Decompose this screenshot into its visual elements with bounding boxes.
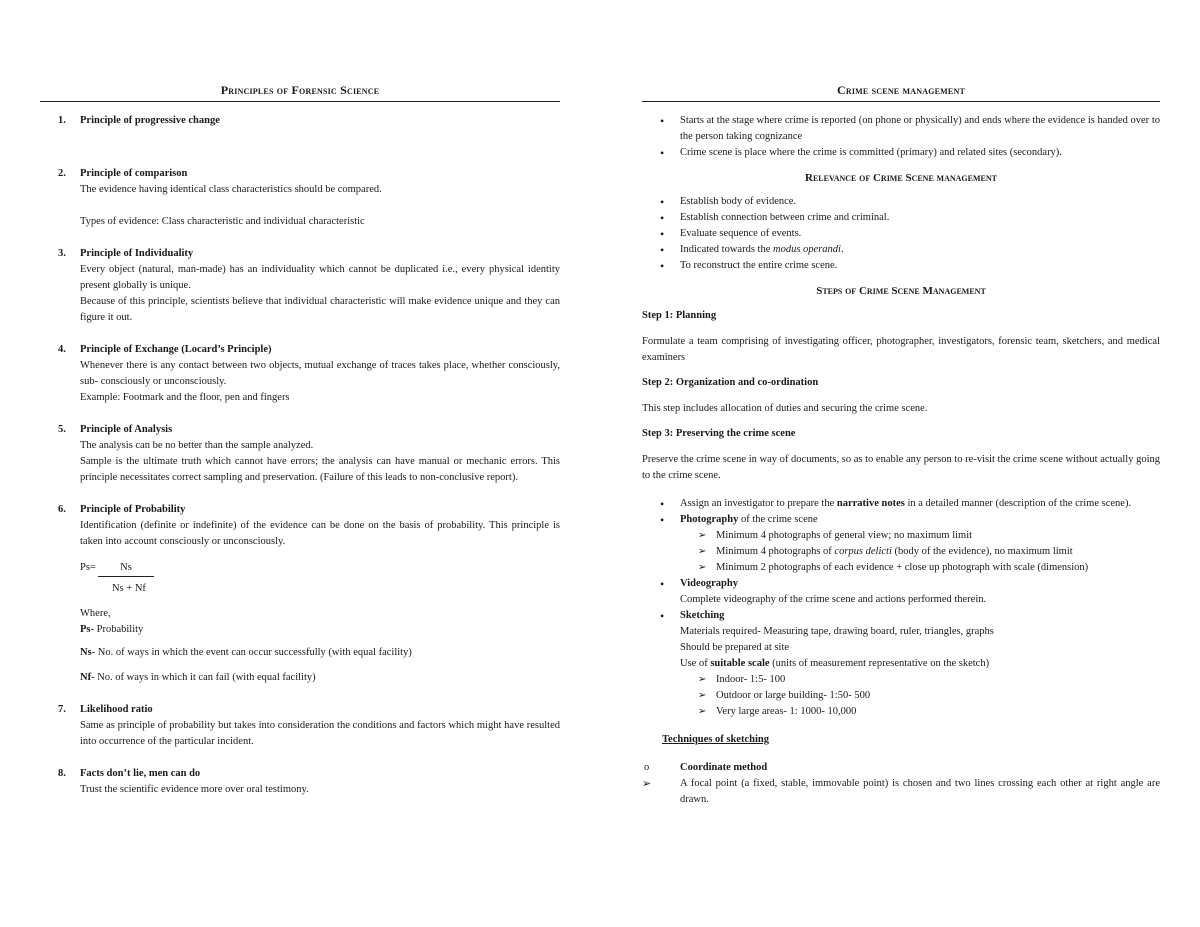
list-item: • Sketching Materials required- Measuring tape, drawing board, ruler, triangles, graphs Should be prepared at site Use of suitable scale (units of measurement representative on the sketch) ➢ Indoor- 1:5- 100 ➢ Outdoor or large building- 1:50- 500 ➢ Very large areas- 1: 1000- 10,000 bbox=[642, 608, 1160, 720]
step-3-text: Preserve the crime scene in way of documents, so as to enable any person to re-visit the crime scene without actually going to the crime scene. bbox=[642, 454, 1160, 481]
step-2-text: This step includes allocation of duties and securing the crime scene. bbox=[642, 403, 928, 414]
scale-sublist bbox=[680, 672, 1160, 720]
list-item: • Crime scene is place where the crime is committed (primary) and related sites (secondary). bbox=[642, 145, 1160, 161]
list-item: • Indicated towards the modus operandi. bbox=[642, 242, 1160, 258]
formula-numerator: Ns bbox=[98, 560, 154, 577]
principles-heading: Principles of Forensic Science bbox=[40, 82, 560, 102]
list-item: ➢ Outdoor or large building- 1:50- 500 bbox=[680, 688, 1160, 704]
formula-nf-def: Nf- No. of ways in which it can fail (with equal facility) bbox=[80, 672, 316, 683]
coordinate-method: o Coordinate method bbox=[642, 760, 1160, 776]
list-item: ➢ Minimum 2 photographs of each evidence + close up photograph with scale (dimension) bbox=[680, 560, 1160, 576]
formula-ns-def: Ns- No. of ways in which the event can occur successfully (with equal facility) bbox=[80, 647, 412, 658]
list-item: • Establish connection between crime and criminal. bbox=[642, 210, 1160, 226]
list-item: • Photography of the crime scene ➢ Minimum 4 photographs of general view; no maximum limit ➢ Minimum 4 photographs of corpus delicti (body of the evidence), no maximum limit ➢ Minimum 2 photographs of each evidence + close up photograph with scale (dimension) bbox=[642, 512, 1160, 576]
formula-denominator: Ns + Nf bbox=[112, 583, 146, 594]
techniques-heading: Techniques of sketching bbox=[662, 734, 769, 745]
section-3-text-2: Because of this principle, scientists believe that individual characteristic will make evidence unique and they can figure it out. bbox=[80, 296, 560, 323]
section-3-title: 3. Principle of Individuality bbox=[58, 248, 194, 259]
section-2-types: Types of evidence: Class characteristic and individual characteristic bbox=[80, 216, 365, 227]
section-8-title: 8. Facts don’t lie, men can do bbox=[58, 768, 201, 779]
section-7-text: Same as principle of probability but takes into consideration the conditions and factors which might have resulted into occurrence of the particular incident. bbox=[80, 720, 560, 747]
step-3-title: Step 3: Preserving the crime scene bbox=[642, 428, 796, 439]
section-4-text: Whenever there is any contact between two objects, mutual exchange of traces takes place, whether consciously, sub- consciously or unconsciously. bbox=[80, 360, 560, 387]
section-2-text: The evidence having identical class characteristics should be compared. bbox=[80, 184, 382, 195]
section-5-text-2: Sample is the ultimate truth which cannot have errors; the analysis can have manual or mechanic errors. This principle necessitates correct sampling and preservation. (Failure of this leads to non-conclusive report). bbox=[80, 456, 560, 483]
step-1-text: Formulate a team comprising of investigating officer, photographer, investigators, forensic team, sketchers, and medical examiners bbox=[642, 336, 1160, 363]
list-item: ➢ Minimum 4 photographs of general view; no maximum limit bbox=[680, 528, 1160, 544]
section-3-text: Every object (natural, man-made) has an individuality which cannot be duplicated i.e., every physical identity present globally is unique. bbox=[80, 264, 560, 291]
section-6-text: Identification (definite or indefinite) of the evidence can be done on the basis of probability. This principle is taken into account consciously or unconsciously. bbox=[80, 520, 560, 547]
right-column bbox=[642, 82, 1160, 808]
list-item: ➢ Indoor- 1:5- 100 bbox=[680, 672, 1160, 688]
section-8-text: Trust the scientific evidence more over oral testimony. bbox=[80, 784, 309, 795]
section-5-title: 5. Principle of Analysis bbox=[58, 424, 173, 435]
probability-formula bbox=[40, 560, 560, 600]
list-item: • Assign an investigator to prepare the narrative notes in a detailed manner (description of the crime scene). bbox=[642, 496, 1160, 512]
list-item: ➢ Minimum 4 photographs of corpus delicti (body of the evidence), no maximum limit bbox=[680, 544, 1160, 560]
left-column bbox=[40, 82, 560, 798]
section-6-title: 6. Principle of Probability bbox=[58, 504, 186, 515]
section-1-title: 1. Principle of progressive change bbox=[58, 115, 220, 126]
relevance-heading: Relevance of Crime Scene management bbox=[805, 172, 997, 184]
intro-list bbox=[642, 113, 1160, 161]
list-item: • Establish body of evidence. bbox=[642, 194, 1160, 210]
preservation-list bbox=[642, 496, 1160, 720]
list-item: • To reconstruct the entire crime scene. bbox=[642, 258, 1160, 274]
section-4-title: 4. Principle of Exchange (Locard’s Principle) bbox=[58, 344, 272, 355]
photo-sublist bbox=[680, 528, 1160, 576]
list-item: • Videography Complete videography of the crime scene and actions performed therein. bbox=[642, 576, 1160, 608]
list-item: • Evaluate sequence of events. bbox=[642, 226, 1160, 242]
step-2-title: Step 2: Organization and co-ordination bbox=[642, 377, 819, 388]
section-5-text: The analysis can be no better than the sample analyzed. bbox=[80, 440, 314, 451]
formula-lhs: Ps= bbox=[80, 562, 96, 573]
formula-ps-def: Ps- Probability bbox=[80, 624, 144, 635]
steps-heading: Steps of Crime Scene Management bbox=[816, 285, 986, 297]
section-4-example: Example: Footmark and the floor, pen and fingers bbox=[80, 392, 290, 403]
section-7-title: 7. Likelihood ratio bbox=[58, 704, 153, 715]
formula-where: Where, bbox=[80, 608, 111, 619]
section-2-title: 2. Principle of comparison bbox=[58, 168, 188, 179]
step-1-title: Step 1: Planning bbox=[642, 310, 717, 321]
list-item: • Starts at the stage where crime is reported (on phone or physically) and ends where the evidence is handed over to the person taking cognizance bbox=[642, 113, 1160, 145]
crime-scene-heading: Crime scene management bbox=[642, 82, 1160, 102]
list-item: ➢ Very large areas- 1: 1000- 10,000 bbox=[680, 704, 1160, 720]
relevance-list bbox=[642, 194, 1160, 274]
coordinate-description: ➢ A focal point (a fixed, stable, immovable point) is chosen and two lines crossing each other at right angle are drawn. bbox=[642, 776, 1160, 808]
